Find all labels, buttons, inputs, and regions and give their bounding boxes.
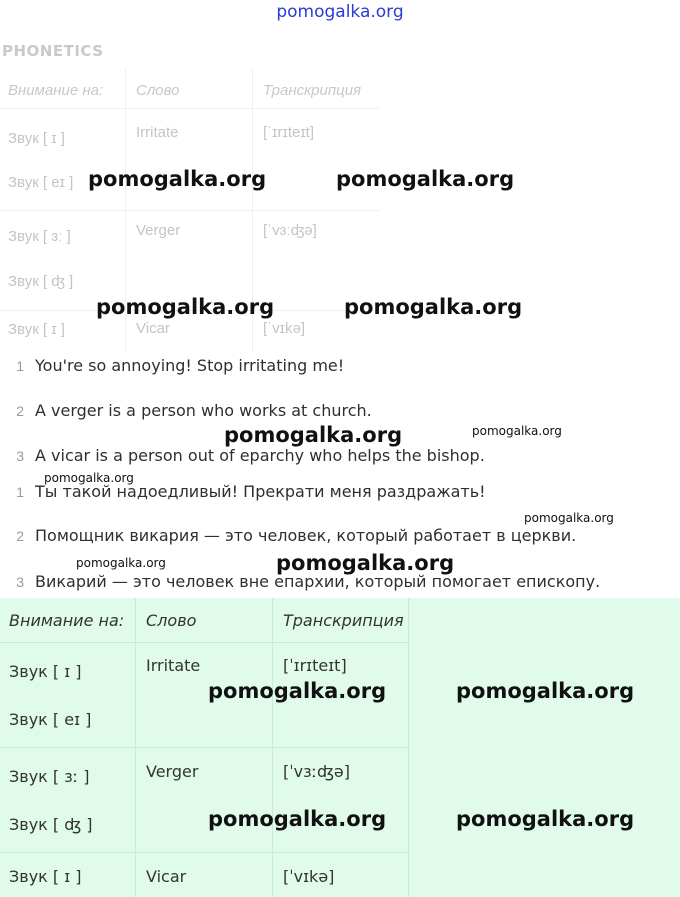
watermark: pomogalka.org xyxy=(276,551,455,575)
english-sentence: A verger is a person who works at church. xyxy=(35,401,372,420)
site-url[interactable]: pomogalka.org xyxy=(276,2,404,22)
header-transcription: Транскрипция xyxy=(283,611,404,630)
faded-sound-cell: Звук [ ɪ ] xyxy=(8,321,65,338)
word-cell: Vicar xyxy=(146,867,187,886)
faded-word-cell: Vicar xyxy=(136,320,170,337)
watermark: pomogalka.org xyxy=(96,295,275,319)
sentence-number: 3 xyxy=(16,574,24,590)
sound-cell: Звук [ eɪ ] xyxy=(9,710,92,729)
sentence-number: 3 xyxy=(16,448,24,464)
faded-header-transcription: Транскрипция xyxy=(263,82,362,99)
faded-header-attention: Внимание на: xyxy=(8,82,104,99)
header-word: Слово xyxy=(146,611,197,630)
faded-word-cell: Verger xyxy=(136,222,181,239)
russian-sentence: Помощник викария — это человек, который работает в церкви. xyxy=(35,526,577,545)
sentence-number: 1 xyxy=(16,358,24,374)
sound-cell: Звук [ ɪ ] xyxy=(9,867,82,886)
english-sentence: You're so annoying! Stop irritating me! xyxy=(35,356,345,375)
section-heading: PHONETICS xyxy=(2,42,104,60)
transcription-cell: [ˈvɪkə] xyxy=(283,867,335,886)
sentence-number: 1 xyxy=(16,484,24,500)
phonetics-table xyxy=(0,598,680,897)
watermark: pomogalka.org xyxy=(76,556,166,570)
russian-sentence: Викарий — это человек вне епархии, который помогает епископу. xyxy=(35,572,601,591)
watermark: pomogalka.org xyxy=(44,471,134,485)
faded-sound-cell: Звук [ ʤ ] xyxy=(8,273,74,290)
sound-cell: Звук [ ɜː ] xyxy=(9,767,90,786)
watermark: pomogalka.org xyxy=(456,807,635,831)
sentence-number: 2 xyxy=(16,403,24,419)
faded-transcription-cell: [ˈvɪkə] xyxy=(263,320,306,337)
sound-cell: Звук [ ʤ ] xyxy=(9,815,93,834)
faded-sound-cell: Звук [ ɜː ] xyxy=(8,228,71,245)
watermark: pomogalka.org xyxy=(208,807,387,831)
watermark: pomogalka.org xyxy=(88,167,267,191)
watermark: pomogalka.org xyxy=(224,423,403,447)
faded-transcription-cell: [ˈɪrɪteɪt] xyxy=(263,124,315,141)
faded-word-cell: Irritate xyxy=(136,124,179,141)
watermark: pomogalka.org xyxy=(472,424,562,438)
faded-sound-cell: Звук [ ɪ ] xyxy=(8,130,65,147)
watermark: pomogalka.org xyxy=(336,167,515,191)
sound-cell: Звук [ ɪ ] xyxy=(9,662,82,681)
sentence-number: 2 xyxy=(16,528,24,544)
faded-header-word: Слово xyxy=(136,82,180,99)
watermark: pomogalka.org xyxy=(344,295,523,319)
word-cell: Verger xyxy=(146,762,199,781)
transcription-cell: [ˈɪrɪteɪt] xyxy=(283,656,347,675)
watermark: pomogalka.org xyxy=(208,679,387,703)
faded-sound-cell: Звук [ eɪ ] xyxy=(8,174,74,191)
word-cell: Irritate xyxy=(146,656,201,675)
header-attention: Внимание на: xyxy=(9,611,125,630)
english-sentence: A vicar is a person out of eparchy who helps the bishop. xyxy=(35,446,485,465)
watermark: pomogalka.org xyxy=(524,511,614,525)
faded-transcription-cell: [ˈvɜːʤə] xyxy=(263,222,317,239)
transcription-cell: [ˈvɜːʤə] xyxy=(283,762,351,781)
russian-sentence: Ты такой надоедливый! Прекрати меня раздражать! xyxy=(35,482,486,501)
watermark: pomogalka.org xyxy=(456,679,635,703)
